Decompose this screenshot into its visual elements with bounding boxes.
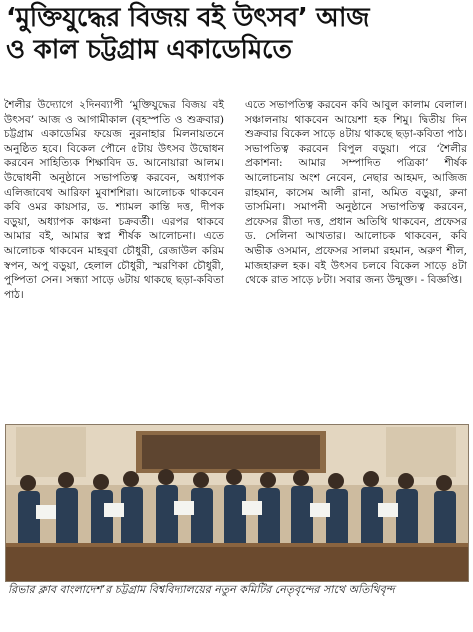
group-photo <box>5 424 469 582</box>
article-column-2 <box>245 98 467 288</box>
article-paragraph-1: শৈলীর উদ্যোগে ২দিনব্যাপী ‘মুক্তিযুদ্ধের বিজয় বই উৎসব’ আজ ও আগামীকাল (বৃহস্পতি ও শুক্রবার) চট্টগ্রাম একাডেমির ফয়েজ নুরনাহার মিলনায়তনে অনুষ্ঠিত হবে। বিকেল পৌনে ৫টায় উৎসব উদ্বোধন করবেন সাহিত্যিক শিক্ষাবিদ ড. আনোয়ারা আলম। উদ্বোধনী অনুষ্ঠানে সভাপতিত্ব করবেন, অধ্যাপক এলিজাবেথ আরিফা মুবাশশিরা। আলোচক থাকবেন কবি ওমর কায়সার, ড. শ্যামল কান্তি দত্ত, দীপক বড়ুয়া, অধ্যাপক কাঞ্চনা চক্রবর্তী। এরপর থাকবে আমার বই, আমার স্বপ্ন শীর্ষক আলোচনা। এতে আলোচক থাকবেন মাহবুবা চৌধুরী, রেজাউল করিম স্বপন, অপু বড়ুয়া, হেলাল চৌধুরী, স্মরণিকা চৌধুরী, পুষ্পিতা সেন। সন্ধ্যা সাড়ে ৬টায় থাকছে ছড়া-কবিতা পাঠ। <box>4 99 224 301</box>
article-paragraph-2: এতে সভাপতিত্ব করবেন কবি আবুল কালাম বেলাল। সঞ্চালনায় থাকবেন আয়েশা হক শিমু। দ্বিতীয় দিন শুক্রবার বিকেল সাড়ে ৪টায় থাকছে ছড়া-কবিতা পাঠ।সভাপতিত্ব করবেন বিপুল বড়ুয়া। পরে ‘শৈলীর প্রকাশনা: আমার সম্পাদিত পত্রিকা’ শীর্ষক আলোচনায় অংশ নেবেন, নেছার আহমদ, আজিজ রাহমান, কাসেম আলী রানা, অমিত বড়ুয়া, রুনা তাসমিনা। সমাপনী অনুষ্ঠানে সভাপতিত্ব করবেন, প্রফেসর রীতা দত্ত, প্রধান অতিথি থাকবেন, প্রফেসর ড. সেলিনা আখতার। আলোচক থাকবেন, কবি অভীক ওসমান, প্রফেসর সালমা রহমান, অরুণ শীল, মাজহারুল হক। বই উৎসব চলবে বিকেল সাড়ে ৪টা থেকে রাত সাড়ে ৮টা। সবার জন্য উন্মুক্ত। - বিজ্ঞপ্তি। <box>245 99 467 287</box>
photo-caption: রিভার ক্লাব বাংলাদেশ’র চট্টগ্রাম বিশ্ববিদ্যালয়ের নতুন কমিটির নেতৃবৃন্দের সাথে অতিথিবৃন্দ <box>8 583 395 596</box>
headline-line-1: ‘মুক্তিযুদ্ধের বিজয় বই উৎসব’ আজ <box>6 3 370 33</box>
article-column-1 <box>4 98 224 302</box>
group-photo-illustration <box>6 425 468 581</box>
headline <box>6 2 468 66</box>
headline-line-2: ও কাল চট্টগ্রাম একাডেমিতে <box>6 35 292 65</box>
